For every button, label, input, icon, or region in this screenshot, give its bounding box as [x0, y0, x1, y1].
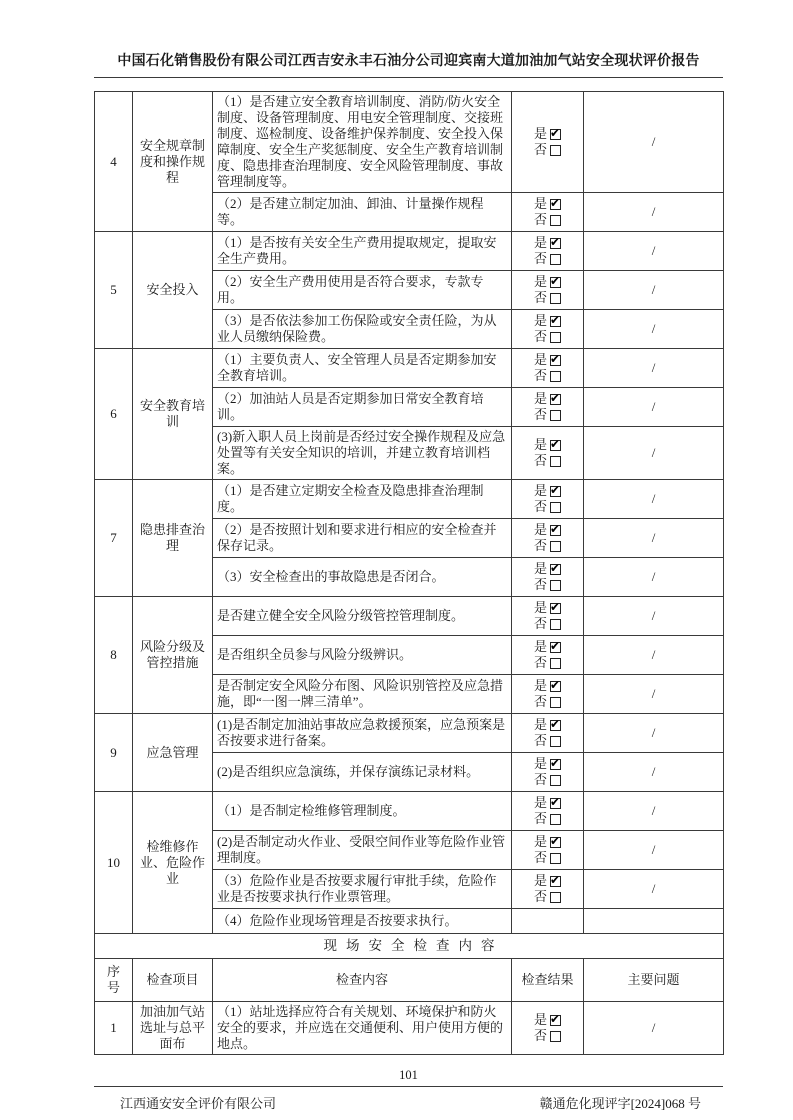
col-header-content: 检查内容	[213, 959, 512, 1002]
main-problem	[584, 349, 724, 388]
result-option	[516, 352, 579, 368]
check-item: 检维修作业、危险作业	[133, 792, 213, 934]
main-problem	[584, 480, 724, 519]
problem-value: /	[651, 134, 656, 149]
result-option-label: 否	[533, 142, 547, 157]
main-problem	[584, 675, 724, 714]
check-result	[512, 271, 584, 310]
main-problem	[584, 92, 724, 193]
main-problem	[584, 636, 724, 675]
result-option	[516, 453, 579, 469]
main-problem	[584, 753, 724, 792]
check-content: （2）加油站人员是否定期参加日常安全教育培训。	[213, 388, 512, 427]
result-option-label: 否	[533, 251, 547, 266]
result-option-label: 否	[533, 453, 547, 468]
check-result	[512, 1002, 584, 1055]
checkbox-empty-icon	[550, 145, 561, 156]
result-option	[516, 212, 579, 228]
result-option-label: 否	[533, 811, 547, 826]
result-option-label: 否	[533, 772, 547, 787]
checkbox-empty-icon	[550, 254, 561, 265]
result-option-label: 是	[533, 235, 547, 250]
checkbox-empty-icon	[550, 456, 561, 467]
main-problem	[584, 792, 724, 831]
result-option	[516, 522, 579, 538]
checkbox-checked-icon	[550, 642, 561, 653]
checkbox-empty-icon	[550, 410, 561, 421]
checkbox-empty-icon	[550, 697, 561, 708]
problem-value: /	[651, 360, 656, 375]
result-option-label: 否	[533, 1028, 547, 1043]
check-content: （1）是否建立定期安全检查及隐患排查治理制度。	[213, 480, 512, 519]
result-option	[516, 834, 579, 850]
checkbox-empty-icon	[550, 541, 561, 552]
check-result	[512, 92, 584, 193]
check-item: 应急管理	[133, 714, 213, 792]
checkbox-empty-icon	[550, 892, 561, 903]
result-option	[516, 329, 579, 345]
check-content: (2)是否组织应急演练，并保存演练记录材料。	[213, 753, 512, 792]
table-row	[95, 232, 724, 271]
checkbox-checked-icon	[550, 759, 561, 770]
check-result	[512, 558, 584, 597]
check-result	[512, 792, 584, 831]
check-content: （1）是否制定检维修管理制度。	[213, 792, 512, 831]
check-content: (1)是否制定加油站事故应急救援预案，应急预案是否按要求进行备案。	[213, 714, 512, 753]
result-option	[516, 313, 579, 329]
result-option	[516, 600, 579, 616]
main-problem	[584, 597, 724, 636]
col-header-no: 序号	[95, 959, 133, 1002]
result-option	[516, 1028, 579, 1044]
problem-value: /	[651, 608, 656, 623]
evaluator-company: 江西通安安全评价有限公司	[120, 1096, 277, 1111]
row-number: 9	[95, 714, 133, 792]
check-content: （4）危险作业现场管理是否按要求执行。	[213, 909, 512, 934]
result-option-label: 是	[533, 522, 547, 537]
checkbox-empty-icon	[550, 658, 561, 669]
problem-value: /	[651, 725, 656, 740]
result-option	[516, 251, 579, 267]
result-option-label: 是	[533, 391, 547, 406]
main-problem	[584, 558, 724, 597]
check-content: （1）是否建立安全教育培训制度、消防/防火安全制度、设备管理制度、用电安全管理制度、交接班制度、巡检制度、设备维护保养制度、安全投入保障制度、安全生产奖惩制度、安全生产教育培训制度、隐患排查治理制度、安全风险管理制度、事故管理制度等。	[213, 92, 512, 193]
check-result	[512, 636, 584, 675]
checkbox-checked-icon	[550, 1015, 561, 1026]
table-row	[95, 480, 724, 519]
problem-value: /	[651, 321, 656, 336]
table-row	[95, 92, 724, 193]
checkbox-empty-icon	[550, 736, 561, 747]
problem-value: /	[651, 686, 656, 701]
check-content: （1）是否按有关安全生产费用提取规定，提取安全生产费用。	[213, 232, 512, 271]
checkbox-checked-icon	[550, 525, 561, 536]
result-option	[516, 678, 579, 694]
check-result	[512, 831, 584, 870]
result-option-label: 是	[533, 873, 547, 888]
check-result	[512, 714, 584, 753]
result-option	[516, 733, 579, 749]
row-number: 4	[95, 92, 133, 232]
row-number: 7	[95, 480, 133, 597]
checkbox-checked-icon	[550, 837, 561, 848]
result-option-label: 是	[533, 483, 547, 498]
checkbox-checked-icon	[550, 394, 561, 405]
check-item: 加油加气站选址与总平面布	[133, 1002, 213, 1055]
checkbox-checked-icon	[550, 876, 561, 887]
table-row	[95, 792, 724, 831]
table-row	[95, 1002, 724, 1055]
result-option	[516, 756, 579, 772]
result-option-label: 否	[533, 655, 547, 670]
site-check-section	[95, 934, 724, 1002]
result-option	[516, 483, 579, 499]
row-number: 1	[95, 1002, 133, 1055]
result-option	[516, 499, 579, 515]
problem-value: /	[651, 842, 656, 857]
check-result	[512, 193, 584, 232]
checkbox-empty-icon	[550, 853, 561, 864]
result-option	[516, 616, 579, 632]
check-item: 隐患排查治理	[133, 480, 213, 597]
section-title-row	[95, 934, 724, 959]
problem-value: /	[651, 243, 656, 258]
result-option	[516, 368, 579, 384]
checkbox-empty-icon	[550, 775, 561, 786]
main-problem	[584, 519, 724, 558]
problem-value: /	[651, 1020, 656, 1035]
result-option	[516, 290, 579, 306]
check-content: (2)是否制定动火作业、受限空间作业等危险作业管理制度。	[213, 831, 512, 870]
result-option	[516, 772, 579, 788]
result-option-label: 否	[533, 329, 547, 344]
result-option	[516, 577, 579, 593]
check-content: （3）危险作业是否按要求履行审批手续，危险作业是否按要求执行作业票管理。	[213, 870, 512, 909]
result-option-label: 是	[533, 600, 547, 615]
check-result	[512, 427, 584, 480]
table-row	[95, 349, 724, 388]
check-content: （1）站址选择应符合有关规划、环境保护和防火安全的要求，并应选在交通便利、用户使用方便的地点。	[213, 1002, 512, 1055]
check-content: （3）是否依法参加工伤保险或安全责任险，为从业人员缴纳保险费。	[213, 310, 512, 349]
checkbox-checked-icon	[550, 486, 561, 497]
col-header-result: 检查结果	[512, 959, 584, 1002]
main-problem	[584, 232, 724, 271]
problem-value: /	[651, 204, 656, 219]
check-content: 是否组织全员参与风险分级辨识。	[213, 636, 512, 675]
result-option-label: 是	[533, 274, 547, 289]
result-option-label: 是	[533, 639, 547, 654]
check-content: （3）安全检查出的事故隐患是否闭合。	[213, 558, 512, 597]
result-option	[516, 795, 579, 811]
main-problem	[584, 427, 724, 480]
document-number: 赣通危化现评字[2024]068 号	[539, 1096, 701, 1111]
result-option-label: 是	[533, 834, 547, 849]
problem-value: /	[651, 399, 656, 414]
page-number: 101	[399, 1068, 418, 1082]
checkbox-empty-icon	[550, 293, 561, 304]
checkbox-checked-icon	[550, 603, 561, 614]
checkbox-empty-icon	[550, 371, 561, 382]
result-option-label: 否	[533, 368, 547, 383]
check-result	[512, 675, 584, 714]
problem-value: /	[651, 881, 656, 896]
check-result	[512, 753, 584, 792]
checkbox-checked-icon	[550, 355, 561, 366]
check-item: 安全投入	[133, 232, 213, 349]
main-problem	[584, 193, 724, 232]
result-option	[516, 811, 579, 827]
result-option	[516, 694, 579, 710]
check-result	[512, 388, 584, 427]
section-title: 现场安全检查内容	[95, 934, 724, 959]
problem-value: /	[651, 282, 656, 297]
checkbox-checked-icon	[550, 316, 561, 327]
checkbox-checked-icon	[550, 681, 561, 692]
result-option	[516, 126, 579, 142]
checkbox-checked-icon	[550, 199, 561, 210]
result-option	[516, 889, 579, 905]
main-problem	[584, 870, 724, 909]
result-option	[516, 873, 579, 889]
result-option	[516, 391, 579, 407]
check-result	[512, 870, 584, 909]
result-option	[516, 655, 579, 671]
checkbox-checked-icon	[550, 238, 561, 249]
check-result	[512, 519, 584, 558]
checkbox-checked-icon	[550, 564, 561, 575]
col-header-item: 检查项目	[133, 959, 213, 1002]
result-option-label: 否	[533, 290, 547, 305]
result-option	[516, 538, 579, 554]
checkbox-checked-icon	[550, 129, 561, 140]
checkbox-checked-icon	[550, 440, 561, 451]
result-option	[516, 142, 579, 158]
problem-value: /	[651, 764, 656, 779]
result-option-label: 否	[533, 733, 547, 748]
result-option	[516, 1012, 579, 1028]
check-content: (3)新入职人员上岗前是否经过安全操作规程及应急处置等有关安全知识的培训，并建立教育培训档案。	[213, 427, 512, 480]
result-option-label: 否	[533, 577, 547, 592]
result-option-label: 否	[533, 538, 547, 553]
management-check-rows	[95, 92, 724, 934]
checkbox-checked-icon	[550, 277, 561, 288]
main-problem	[584, 271, 724, 310]
result-option-label: 是	[533, 561, 547, 576]
result-option	[516, 850, 579, 866]
problem-value: /	[651, 569, 656, 584]
safety-check-table	[94, 91, 724, 1055]
result-option-label: 是	[533, 1012, 547, 1027]
checkbox-empty-icon	[550, 332, 561, 343]
footer-line	[94, 1086, 723, 1112]
page-footer	[94, 1068, 723, 1112]
site-check-rows	[95, 1002, 724, 1055]
result-option-label: 是	[533, 126, 547, 141]
problem-value: /	[651, 647, 656, 662]
col-header-problem: 主要问题	[584, 959, 724, 1002]
check-result	[512, 597, 584, 636]
result-option-label: 否	[533, 889, 547, 904]
result-option	[516, 561, 579, 577]
check-item: 风险分级及管控措施	[133, 597, 213, 714]
row-number: 10	[95, 792, 133, 934]
result-option-label: 否	[533, 616, 547, 631]
check-item: 安全规章制度和操作规程	[133, 92, 213, 232]
main-problem	[584, 388, 724, 427]
result-option	[516, 196, 579, 212]
result-option	[516, 717, 579, 733]
result-option	[516, 407, 579, 423]
result-option-label: 是	[533, 352, 547, 367]
main-problem	[584, 714, 724, 753]
checkbox-empty-icon	[550, 619, 561, 630]
check-result	[512, 480, 584, 519]
check-result	[512, 232, 584, 271]
row-number: 8	[95, 597, 133, 714]
check-content: （1）主要负责人、安全管理人员是否定期参加安全教育培训。	[213, 349, 512, 388]
table-header-row	[95, 959, 724, 1002]
check-result	[512, 349, 584, 388]
result-option-label: 是	[533, 196, 547, 211]
result-option-label: 是	[533, 795, 547, 810]
checkbox-checked-icon	[550, 798, 561, 809]
result-option	[516, 639, 579, 655]
main-problem	[584, 909, 724, 934]
checkbox-empty-icon	[550, 814, 561, 825]
result-option	[516, 437, 579, 453]
problem-value: /	[651, 530, 656, 545]
table-row	[95, 597, 724, 636]
checkbox-checked-icon	[550, 720, 561, 731]
problem-value: /	[651, 491, 656, 506]
row-number: 5	[95, 232, 133, 349]
row-number: 6	[95, 349, 133, 480]
document-title: 中国石化销售股份有限公司江西吉安永丰石油分公司迎宾南大道加油加气站安全现状评价报告	[94, 50, 723, 78]
result-option-label: 否	[533, 499, 547, 514]
result-option-label: 否	[533, 407, 547, 422]
main-problem	[584, 310, 724, 349]
result-option-label: 是	[533, 437, 547, 452]
checkbox-empty-icon	[550, 1031, 561, 1042]
checkbox-empty-icon	[550, 502, 561, 513]
check-content: 是否建立健全安全风险分级管控管理制度。	[213, 597, 512, 636]
problem-value: /	[651, 803, 656, 818]
check-result	[512, 909, 584, 934]
table-row	[95, 714, 724, 753]
result-option	[516, 274, 579, 290]
main-problem	[584, 831, 724, 870]
check-content: （2）是否按照计划和要求进行相应的安全检查并保存记录。	[213, 519, 512, 558]
result-option-label: 是	[533, 717, 547, 732]
result-option-label: 是	[533, 678, 547, 693]
result-option-label: 否	[533, 694, 547, 709]
result-option-label: 是	[533, 313, 547, 328]
problem-value: /	[651, 445, 656, 460]
check-item: 安全教育培训	[133, 349, 213, 480]
check-content: （2）安全生产费用使用是否符合要求，专款专用。	[213, 271, 512, 310]
check-result	[512, 310, 584, 349]
check-content: 是否制定安全风险分布图、风险识别管控及应急措施，即“一图一牌三清单”。	[213, 675, 512, 714]
main-problem	[584, 1002, 724, 1055]
checkbox-empty-icon	[550, 215, 561, 226]
result-option-label: 否	[533, 850, 547, 865]
result-option	[516, 235, 579, 251]
result-option-label: 是	[533, 756, 547, 771]
check-content: （2）是否建立制定加油、卸油、计量操作规程等。	[213, 193, 512, 232]
result-option-label: 否	[533, 212, 547, 227]
checkbox-empty-icon	[550, 580, 561, 591]
